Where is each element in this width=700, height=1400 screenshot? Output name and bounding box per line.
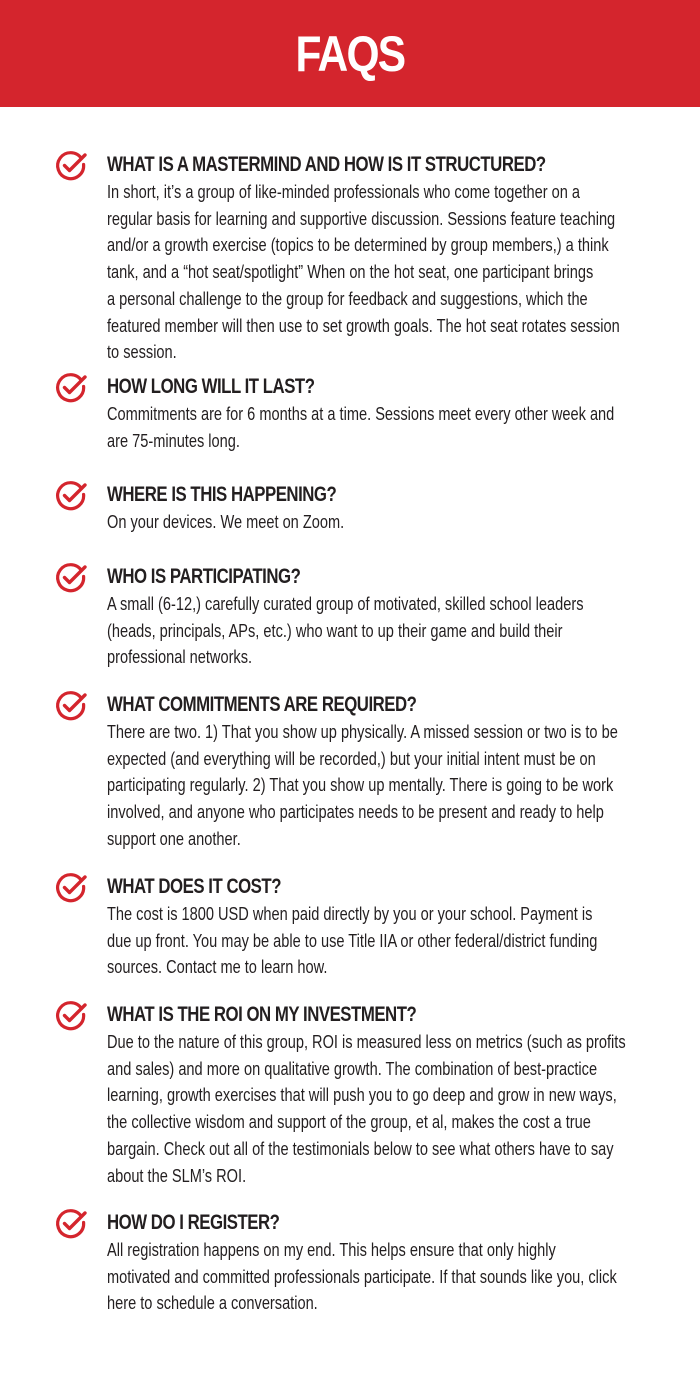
- faq-question: WHAT COMMITMENTS ARE REQUIRED?: [107, 693, 417, 716]
- faq-answer-line: Commitments are for 6 months at a time. Sessions meet every other week and: [107, 404, 615, 424]
- faq-answer-line: participating regularly. 2) That you show up mentally. There is going to be work: [107, 775, 614, 796]
- faq-answer-line: and/or a growth exercise (topics to be determined by group members,) a think: [107, 235, 609, 256]
- faq-question: WHERE IS THIS HAPPENING?: [107, 483, 337, 506]
- faq-answer: [107, 719, 664, 853]
- faq-answer-line: to session.: [107, 342, 177, 363]
- faq-answer-line: regular basis for learning and supportive discussion. Sessions feature teaching: [107, 208, 616, 229]
- faq-answer-line: about the SLM’s ROI.: [107, 1165, 247, 1186]
- check-circle-icon: [54, 479, 88, 513]
- page-header: [0, 0, 700, 107]
- faq-answer-line: Due to the nature of this group, ROI is measured less on metrics (such as profits: [107, 1032, 626, 1052]
- faq-answer-line: expected (and everything will be recorded,) but your initial intent must be on: [107, 748, 596, 769]
- faq-answer-line: here to schedule a conversation.: [107, 1293, 318, 1314]
- check-circle-icon: [54, 1207, 88, 1241]
- check-circle-icon: [54, 999, 88, 1033]
- faq-answer-line: are 75-minutes long.: [107, 430, 240, 451]
- faq-answer-line: (heads, principals, APs, etc.) who want to up their game and build their: [107, 620, 563, 641]
- check-circle-icon: [54, 371, 88, 405]
- faq-answer-line: involved, and anyone who participates needs to be present and ready to help: [107, 802, 604, 823]
- faq-answer-line: bargain. Check out all of the testimonials below to see what others have to say: [107, 1138, 614, 1159]
- faq-answer: [107, 1237, 664, 1317]
- faq-answer-line: A small (6-12,) carefully curated group of motivated, skilled school leaders: [107, 594, 584, 614]
- faq-question: HOW DO I REGISTER?: [107, 1211, 280, 1234]
- faq-answer: [107, 591, 664, 671]
- page-title: FAQS: [295, 26, 405, 82]
- faq-answer: [107, 179, 664, 366]
- faq-answer-line: the collective wisdom and support of the group, et al, makes the cost a true: [107, 1112, 591, 1133]
- faq-answer-line: There are two. 1) That you show up physically. A missed session or two is to be: [107, 722, 618, 742]
- faq-answer-line: support one another.: [107, 828, 241, 849]
- faq-answer-line: a personal challenge to the group for feedback and suggestions, which the: [107, 288, 588, 309]
- faq-answer-line: motivated and committed professionals participate. If that sounds like you, click: [107, 1266, 617, 1287]
- faq-answer-line: On your devices. We meet on Zoom.: [107, 512, 345, 532]
- faq-answer-line: The cost is 1800 USD when paid directly by you or your school. Payment is: [107, 904, 593, 924]
- check-circle-icon: [54, 149, 88, 183]
- faq-answer-line: due up front. You may be able to use Title IIA or other federal/district funding: [107, 930, 598, 951]
- check-circle-icon: [54, 871, 88, 905]
- faq-answer-line: and sales) and more on qualitative growth. The combination of best-practice: [107, 1058, 598, 1079]
- check-circle-icon: [54, 689, 88, 723]
- faq-answer-line: tank, and a “hot seat/spotlight” When on the hot seat, one participant brings: [107, 262, 594, 283]
- faq-answer-line: In short, it’s a group of like-minded professionals who come together on a: [107, 182, 581, 202]
- faq-question: HOW LONG WILL IT LAST?: [107, 375, 315, 398]
- faq-answer: [107, 509, 664, 536]
- faq-answer-line: featured member will then use to set growth goals. The hot seat rotates session: [107, 315, 620, 336]
- check-circle-icon: [54, 561, 88, 595]
- faq-answer: [107, 901, 664, 981]
- faq-answer-line: All registration happens on my end. This helps ensure that only highly: [107, 1240, 556, 1260]
- faq-question: WHAT DOES IT COST?: [107, 875, 281, 898]
- faq-question: WHAT IS THE ROI ON MY INVESTMENT?: [107, 1003, 417, 1026]
- faq-answer: [107, 401, 664, 454]
- faq-question: WHO IS PARTICIPATING?: [107, 565, 301, 588]
- faq-answer-line: sources. Contact me to learn how.: [107, 957, 328, 978]
- faq-question: WHAT IS A MASTERMIND AND HOW IS IT STRUCTURED?: [107, 153, 546, 176]
- faq-answer-line: learning, growth exercises that will push you to go deep and grow in new ways,: [107, 1085, 617, 1106]
- faq-answer-line: professional networks.: [107, 647, 253, 668]
- faq-answer: [107, 1029, 664, 1189]
